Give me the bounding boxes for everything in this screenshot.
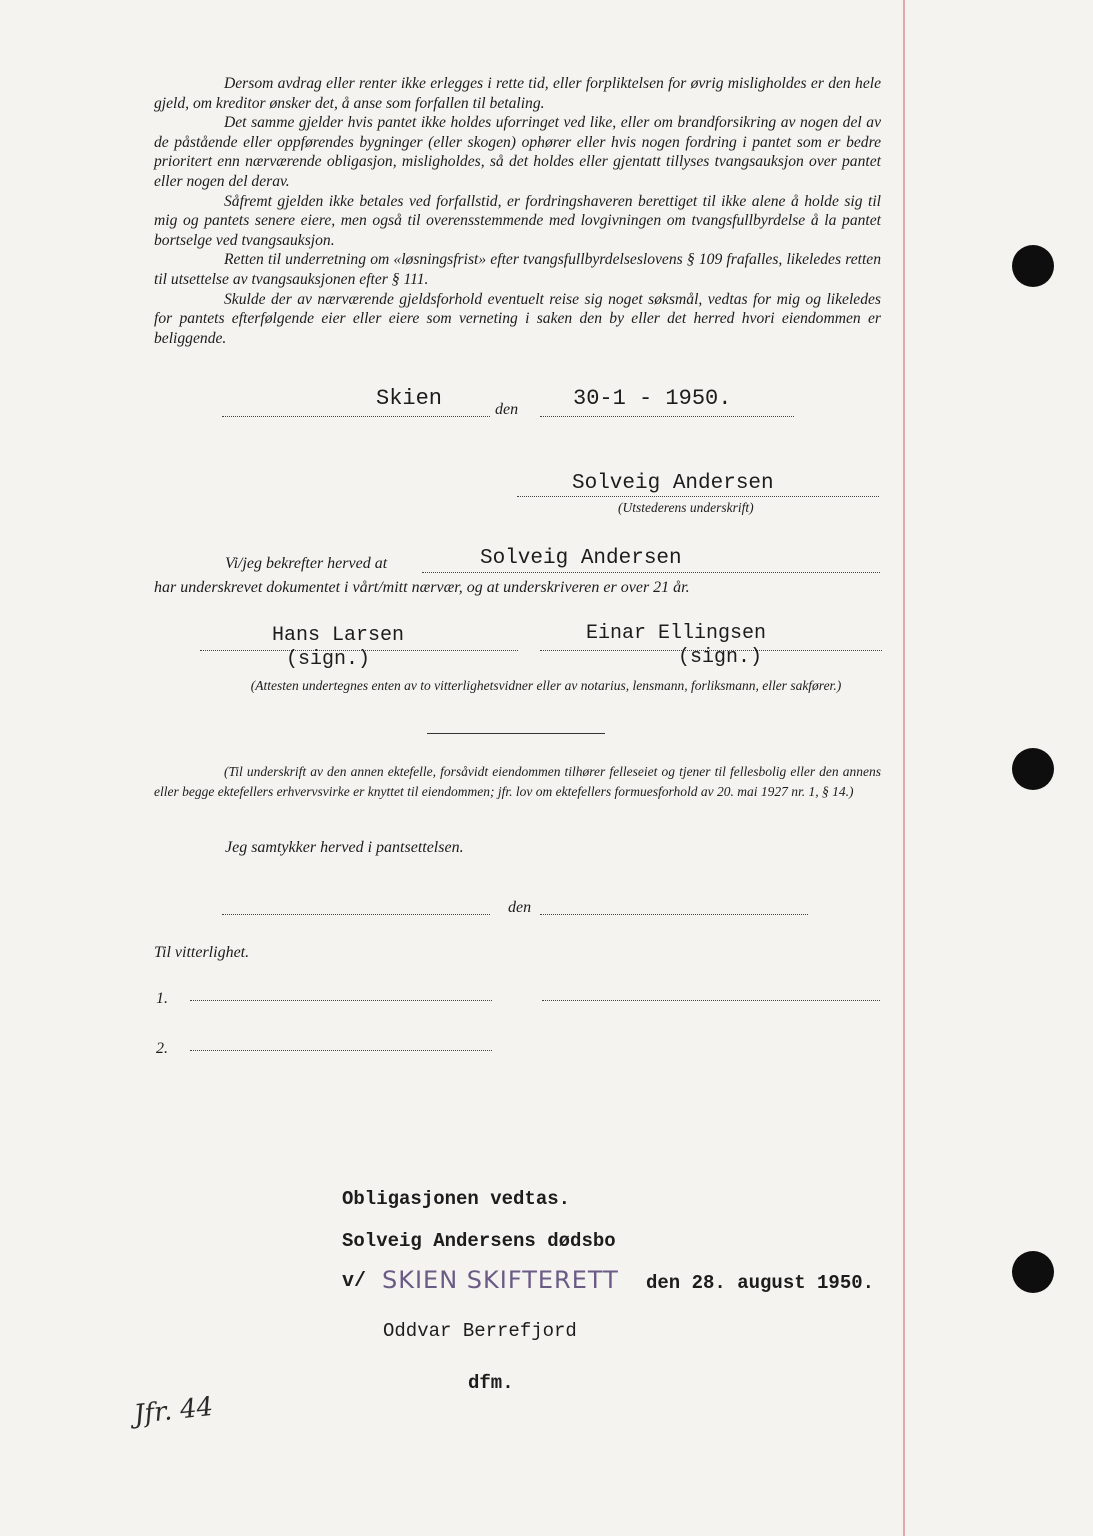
court-stamp: SKIEN SKIFTERETT [382,1266,619,1294]
attest-name: Solveig Andersen [480,547,682,570]
date-line [540,416,794,417]
place-line [222,416,490,417]
attest-note: (Attesten undertegnes enten av to vitterlighetsvidner eller av notarius, lensmann, forliksmann, eller sakfører.) [250,678,842,693]
clause-paragraph: Det samme gjelder hvis pantet ikke holdes uforringet ved like, eller om brandforsikring av nogen del av de påstående eller oppførendes bygninger (eller skogen) ophører eller hvis nogen fordring i pantet som er bedre prioritert enn nærværende obligasjon, misligholdes, så det holdes eller gjentatt tillyses tvangsauksjon over pantet eller nogen del derav. [154,114,881,190]
witness-number: 2. [156,1040,168,1057]
on-behalf-prefix: v/ [342,1270,367,1293]
witness-2-sign: (sign.) [678,646,763,669]
attest-prefix: Vi/jeg bekrefter herved at [225,555,388,572]
spouse-note: (Til underskrift av den annen ektefelle, forsåvidt eiendommen tilhører felleseiet og tjener til fellesbolig eller den annens eller begge ektefellers erhvervsvirke er knyttet til eiendommen; jfr. lov om ektefellers formuesforhold av 20. mai 1927 nr. 1, § 14.) [154,764,881,799]
spouse-consent: Jeg samtykker herved i pantsettelsen. [225,839,464,856]
issuer-signature-line [517,496,879,497]
estate-line: Solveig Andersens dødsbo [342,1230,616,1252]
attest-text: har underskrevet dokumentet i vårt/mitt nærvær, og at underskriveren er over 21 år. [154,579,690,596]
date-value: 30-1 - 1950. [573,386,732,411]
official-name: Oddvar Berrefjord [383,1320,577,1342]
punch-hole [1012,245,1054,287]
clause-paragraph: Skulde der av nærværende gjeldsforhold eventuelt reise sig noget søksmål, vedtas for mig og likeledes for pantets efterfølgende eier eller eiere som verneting i saken den by eller det herred hvori eiendommen er beliggende. [154,290,881,347]
spouse-date-label: den [508,899,532,916]
witness-line [542,1000,880,1001]
witness-2-name: Einar Ellingsen [586,622,767,645]
punch-hole [1012,1251,1054,1293]
issuer-signature: Solveig Andersen [572,472,774,495]
margin-annotation: Jfr. 44 [132,1391,215,1431]
approval-date: den 28. august 1950. [646,1272,875,1294]
witness-heading: Til vitterlighet. [154,944,250,961]
place-value: Skien [376,386,443,411]
spouse-date-line [540,914,808,915]
witness-1-name: Hans Larsen [272,624,405,647]
date-label: den [495,401,519,418]
official-title: dfm. [468,1372,514,1394]
witness-line [190,1000,492,1001]
clause-paragraph: Dersom avdrag eller renter ikke erlegges i rette tid, eller forpliktelsen for øvrig misligholdes er den hele gjeld, om kreditor ønsker det, å anse som forfallen til betaling. [154,75,881,112]
spouse-place-line [222,914,490,915]
terms-clauses [154,74,881,348]
punch-hole [1012,748,1054,790]
approval-line: Obligasjonen vedtas. [342,1188,571,1210]
clause-paragraph: Retten til underretning om «løsningsfrist» efter tvangsfullbyrdelseslovens § 109 frafalles, likeledes retten til utsettelse av tvangsauksjonen efter § 111. [154,251,881,288]
attest-name-line [422,572,880,573]
issuer-caption: (Utstederens underskrift) [618,500,754,515]
clause-paragraph: Såfremt gjelden ikke betales ved forfallstid, er fordringshaveren berettiget til ikke alene å holde sig til mig og pantets senere eiere, men også til overensstemmende med lovgivningen om tvangsfullbyrdelse å la pantet bortselge ved tvangsauksjon. [154,192,881,249]
margin-line [903,0,905,1536]
witness-number: 1. [156,990,168,1007]
witness-1-sign: (sign.) [286,648,371,671]
witness-line [190,1050,492,1051]
separator-line [427,733,605,734]
